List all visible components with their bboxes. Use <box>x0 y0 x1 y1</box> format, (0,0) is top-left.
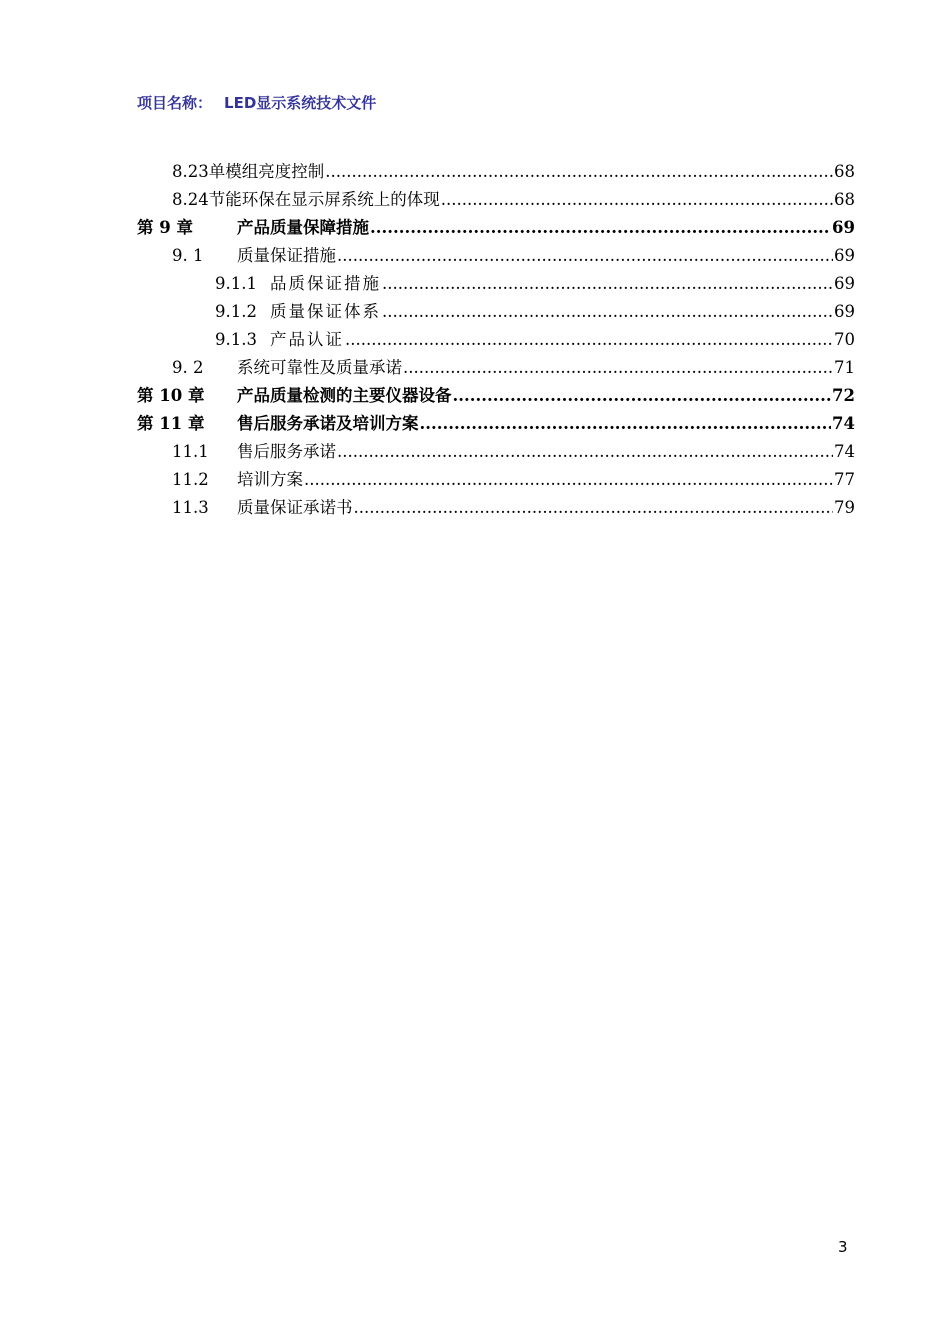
toc-page: 69 <box>834 274 855 293</box>
toc-title: 售后服务承诺及培训方案 <box>237 414 419 433</box>
toc-number: 第 9 章 <box>137 218 193 237</box>
toc-number: 9.1.1 <box>215 274 257 293</box>
toc-number: 8.23 <box>172 162 209 181</box>
toc-page: 68 <box>834 190 855 209</box>
toc-title: 产品质量保障措施 <box>237 218 369 237</box>
toc-page: 69 <box>834 302 855 321</box>
toc-number: 第 11 章 <box>137 414 205 433</box>
toc-leader <box>441 186 833 214</box>
document-header <box>137 92 376 113</box>
toc-entry-11-2[interactable] <box>137 466 855 494</box>
toc-title: 质量保证承诺书 <box>237 498 353 517</box>
toc-number: 9.1.3 <box>215 330 257 349</box>
toc-title: 产品认证 <box>270 330 344 349</box>
toc-leader <box>354 494 834 522</box>
toc-number: 9.1.2 <box>215 302 257 321</box>
toc-leader <box>337 438 833 466</box>
toc-leader <box>345 326 833 354</box>
toc-entry-chapter-10[interactable] <box>137 382 855 410</box>
toc-title: 单模组亮度控制 <box>208 162 325 181</box>
toc-leader <box>370 214 831 242</box>
toc-entry-9-2[interactable] <box>137 354 855 382</box>
toc-entry-9-1-1[interactable] <box>137 270 855 298</box>
toc-title: 培训方案 <box>237 470 303 489</box>
toc-entry-9-1[interactable] <box>137 242 855 270</box>
toc-title: 节能环保在显示屏系统上的体现 <box>208 190 440 209</box>
toc-leader <box>304 466 833 494</box>
toc-page: 74 <box>832 414 855 433</box>
toc-leader <box>420 410 832 438</box>
toc-number: 9. 1 <box>172 246 204 265</box>
page-number: 3 <box>838 1238 848 1256</box>
toc-title: 系统可靠性及质量承诺 <box>237 358 402 377</box>
toc-page: 77 <box>834 470 855 489</box>
toc-leader <box>337 242 833 270</box>
toc-entry-chapter-9[interactable] <box>137 214 855 242</box>
toc-page: 71 <box>834 358 855 377</box>
toc-leader <box>325 158 833 186</box>
toc-page: 70 <box>834 330 855 349</box>
toc-entry-11-1[interactable] <box>137 438 855 466</box>
toc-title: 质量保证体系 <box>270 302 381 321</box>
toc-leader <box>382 270 833 298</box>
toc-title: 售后服务承诺 <box>237 442 336 461</box>
toc-page: 79 <box>834 498 855 517</box>
toc-entry-9-1-2[interactable] <box>137 298 855 326</box>
toc-leader <box>403 354 833 382</box>
toc-number: 8.24 <box>172 190 209 209</box>
toc-leader <box>382 298 833 326</box>
toc-number: 9. 2 <box>172 358 204 377</box>
project-name: LED显示系统技术文件 <box>224 94 377 112</box>
toc-title: 品质保证措施 <box>270 274 381 293</box>
project-name-label: 项目名称： <box>137 94 213 112</box>
toc-leader <box>453 382 832 410</box>
toc-title: 质量保证措施 <box>237 246 336 265</box>
table-of-contents <box>137 158 855 522</box>
toc-page: 69 <box>834 246 855 265</box>
toc-number: 第 10 章 <box>137 386 205 405</box>
toc-entry-8-24[interactable] <box>137 186 855 214</box>
toc-page: 68 <box>834 162 855 181</box>
toc-page: 72 <box>832 386 855 405</box>
toc-title: 产品质量检测的主要仪器设备 <box>237 386 452 405</box>
toc-number: 11.3 <box>172 498 209 517</box>
toc-number: 11.1 <box>172 442 209 461</box>
toc-number: 11.2 <box>172 470 209 489</box>
toc-entry-11-3[interactable] <box>137 494 855 522</box>
toc-entry-chapter-11[interactable] <box>137 410 855 438</box>
toc-page: 74 <box>834 442 855 461</box>
toc-page: 69 <box>832 218 855 237</box>
toc-entry-9-1-3[interactable] <box>137 326 855 354</box>
toc-entry-8-23[interactable] <box>137 158 855 186</box>
